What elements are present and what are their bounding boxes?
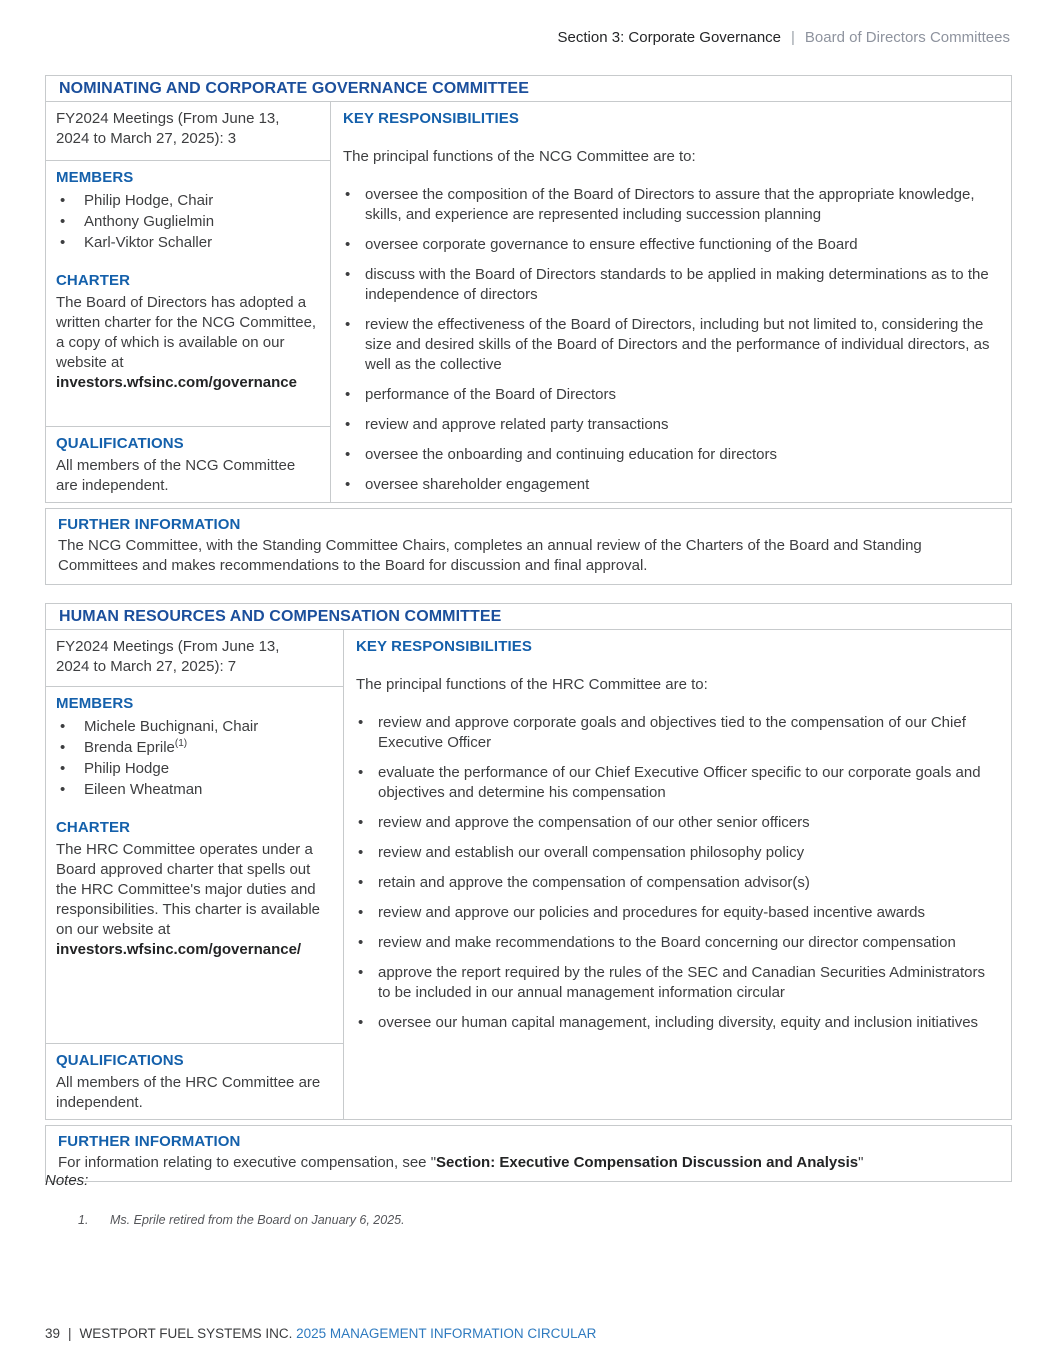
list-item-text: discuss with the Board of Directors standards to be applied in making determinations as to the independence of directors: [365, 266, 989, 303]
charter-heading: CHARTER: [56, 272, 131, 289]
list-item-text: Philip Hodge, Chair: [84, 192, 214, 209]
note-text: Ms. Eprile retired from the Board on January 6, 2025.: [110, 1213, 405, 1227]
list-item-text: Michele Buchignani, Chair: [84, 718, 259, 735]
bullet-icon: •: [358, 964, 364, 981]
list-item-text: approve the report required by the rules of the SEC and Canadian Securities Administrators to be included in our annual management information circular: [378, 964, 986, 1001]
qualifications-heading: QUALIFICATIONS: [56, 435, 184, 452]
bullet-icon: •: [345, 476, 351, 493]
list-item-text: evaluate the performance of our Chief Executive Officer specific to our corporate goals and objectives and determine his compensation: [378, 764, 981, 801]
section-title: Section 3: Corporate Governance: [557, 29, 782, 46]
list-item-text: review the effectiveness of the Board of Directors, including but not limited to, considering the size and desired skills of the Board of Directors and the performance of individual directors, as well as the collective: [365, 316, 990, 373]
page-number: 39: [45, 1326, 61, 1341]
further-information-box: [45, 1125, 1012, 1182]
list-item: [356, 813, 996, 833]
bullet-icon: •: [345, 446, 351, 463]
responsibilities-list: [356, 713, 996, 1033]
list-item-text: review and establish our overall compensation philosophy policy: [378, 844, 805, 861]
charter-text: The Board of Directors has adopted a written charter for the NCG Committee, a copy of which is available on our website at investors.wfsinc.com/governance: [56, 294, 317, 391]
key-responsibilities-heading: KEY RESPONSIBILITIES: [356, 638, 532, 655]
list-item: [356, 933, 996, 953]
meetings-text: FY2024 Meetings (From June 13, 2024 to March 27, 2025): 7: [56, 638, 280, 675]
charter-text: The HRC Committee operates under a Board approved charter that spells out the HRC Committee's major duties and responsibilities. This charter is available on our website at investors.wfsinc.com/governance/: [56, 841, 321, 958]
footer-company: WESTPORT FUEL SYSTEMS INC.: [79, 1326, 293, 1341]
list-item-text: oversee the composition of the Board of Directors to assure that the appropriate knowledge, skills, and experience are represented including succession planning: [365, 186, 975, 223]
qualifications-cell: [46, 1044, 343, 1119]
list-item: [356, 903, 996, 923]
bullet-icon: •: [60, 192, 66, 209]
charter-link[interactable]: investors.wfsinc.com/governance: [56, 374, 297, 391]
list-item: [356, 963, 996, 1003]
header-separator: |: [791, 29, 795, 46]
list-item: [343, 185, 996, 225]
charter-heading: CHARTER: [56, 819, 131, 836]
list-item-text: Brenda Eprile$^{(1)}$: [84, 738, 188, 756]
list-item-text: review and approve related party transactions: [365, 416, 669, 433]
list-item: [356, 1013, 996, 1033]
list-item: [356, 763, 996, 803]
members-heading: MEMBERS: [56, 695, 134, 712]
members-list: [56, 190, 320, 253]
members-charter-cell: [46, 161, 330, 427]
bullet-icon: •: [60, 234, 66, 251]
bullet-icon: •: [345, 316, 351, 333]
bullet-icon: •: [358, 844, 364, 861]
list-item: [343, 385, 996, 405]
list-item: [356, 713, 996, 753]
list-item: [56, 232, 320, 253]
members-heading: MEMBERS: [56, 169, 134, 186]
bullet-icon: •: [345, 236, 351, 253]
bullet-icon: •: [60, 760, 66, 777]
further-information-text: For information relating to executive compensation, see "Section: Executive Compensation Discussion and Analysis": [58, 1154, 864, 1171]
list-item: [343, 315, 996, 375]
note-number: 1.: [78, 1213, 89, 1227]
key-responsibilities-intro: The principal functions of the HRC Committee are to:: [356, 676, 708, 693]
committee-left-column: [46, 630, 344, 1119]
ncg-committee-table: [45, 75, 1012, 503]
key-responsibilities-cell: [331, 102, 1011, 502]
footnote-marker: (1): [174, 738, 188, 749]
further-information-text: The NCG Committee, with the Standing Committee Chairs, completes an annual review of the Charters of the Board and Standing Committees and makes recommendations to the Board for discussion and final approval.: [58, 537, 922, 574]
members-charter-cell: [46, 687, 343, 1044]
list-item: [56, 716, 333, 737]
note-item: [78, 1213, 405, 1227]
qualifications-cell: [46, 427, 330, 502]
meetings-cell: [46, 630, 343, 687]
list-item-text: review and approve our policies and procedures for equity-based incentive awards: [378, 904, 925, 921]
bullet-icon: •: [345, 386, 351, 403]
committee-title: NOMINATING AND CORPORATE GOVERNANCE COMMITTEE: [46, 76, 1011, 102]
ncg-committee-section: [45, 75, 1012, 585]
list-item-text: Eileen Wheatman: [84, 781, 203, 798]
notes-heading: Notes:: [45, 1172, 89, 1189]
bullet-icon: •: [60, 718, 66, 735]
hrc-committee-table: [45, 603, 1012, 1120]
list-item-text: oversee our human capital management, including diversity, equity and inclusion initiatives: [378, 1014, 979, 1031]
qualifications-heading: QUALIFICATIONS: [56, 1052, 184, 1069]
list-item-text: oversee the onboarding and continuing education for directors: [365, 446, 777, 463]
list-item: [343, 265, 996, 305]
list-item-text: Anthony Guglielmin: [84, 213, 215, 230]
list-item: [56, 758, 333, 779]
committee-title: HUMAN RESOURCES AND COMPENSATION COMMITTEE: [46, 604, 1011, 630]
list-item: [56, 779, 333, 800]
key-responsibilities-intro: The principal functions of the NCG Committee are to:: [343, 148, 696, 165]
bullet-icon: •: [345, 266, 351, 283]
list-item-text: performance of the Board of Directors: [365, 386, 616, 403]
list-item: [343, 445, 996, 465]
footer-separator: |: [68, 1326, 72, 1341]
bullet-icon: •: [358, 764, 364, 781]
bullet-icon: •: [358, 904, 364, 921]
committee-grid: [46, 630, 1011, 1119]
list-item-text: review and approve the compensation of our other senior officers: [378, 814, 810, 831]
page-footer: [45, 1326, 596, 1341]
list-item-text: review and approve corporate goals and objectives tied to the compensation of our Chief Executive Officer: [378, 714, 966, 751]
list-item: [343, 415, 996, 435]
list-item: [56, 190, 320, 211]
further-information-bold-link[interactable]: Section: Executive Compensation Discussion and Analysis: [436, 1154, 859, 1171]
list-item: [356, 873, 996, 893]
charter-link[interactable]: investors.wfsinc.com/governance/: [56, 941, 302, 958]
bullet-icon: •: [358, 874, 364, 891]
bullet-icon: •: [345, 416, 351, 433]
list-item-text: oversee corporate governance to ensure effective functioning of the Board: [365, 236, 858, 253]
members-list: [56, 716, 333, 800]
bullet-icon: •: [60, 213, 66, 230]
committee-grid: [46, 102, 1011, 502]
list-item-text: Karl-Viktor Schaller: [84, 234, 213, 251]
bullet-icon: •: [358, 714, 364, 731]
list-item: [343, 235, 996, 255]
list-item: [356, 843, 996, 863]
list-item-text: review and make recommendations to the Board concerning our director compensation: [378, 934, 956, 951]
footer-document-title: 2025 MANAGEMENT INFORMATION CIRCULAR: [296, 1326, 597, 1341]
list-item: [56, 211, 320, 232]
meetings-cell: [46, 102, 330, 161]
responsibilities-list: [343, 185, 996, 495]
further-information-box: [45, 508, 1012, 585]
bullet-icon: •: [345, 186, 351, 203]
bullet-icon: •: [358, 1014, 364, 1031]
running-header: [558, 29, 1010, 46]
hrc-committee-section: [45, 603, 1012, 1182]
bullet-icon: •: [60, 781, 66, 798]
committee-left-column: [46, 102, 331, 502]
list-item-text: oversee shareholder engagement: [365, 476, 590, 493]
qualifications-text: All members of the NCG Committee are independent.: [56, 457, 296, 494]
list-item-text: Philip Hodge: [84, 760, 170, 777]
further-information-heading: FURTHER INFORMATION: [58, 516, 241, 533]
page-subtitle: Board of Directors Committees: [804, 29, 1010, 46]
meetings-text: FY2024 Meetings (From June 13, 2024 to March 27, 2025): 3: [56, 110, 280, 147]
list-item: [56, 737, 333, 758]
list-item-text: retain and approve the compensation of compensation advisor(s): [378, 874, 810, 891]
list-item: [343, 475, 996, 495]
qualifications-text: All members of the HRC Committee are independent.: [56, 1074, 321, 1111]
key-responsibilities-cell: [344, 630, 1011, 1119]
further-information-heading: FURTHER INFORMATION: [58, 1133, 241, 1150]
bullet-icon: •: [358, 934, 364, 951]
key-responsibilities-heading: KEY RESPONSIBILITIES: [343, 110, 519, 127]
bullet-icon: •: [60, 739, 66, 756]
bullet-icon: •: [358, 814, 364, 831]
